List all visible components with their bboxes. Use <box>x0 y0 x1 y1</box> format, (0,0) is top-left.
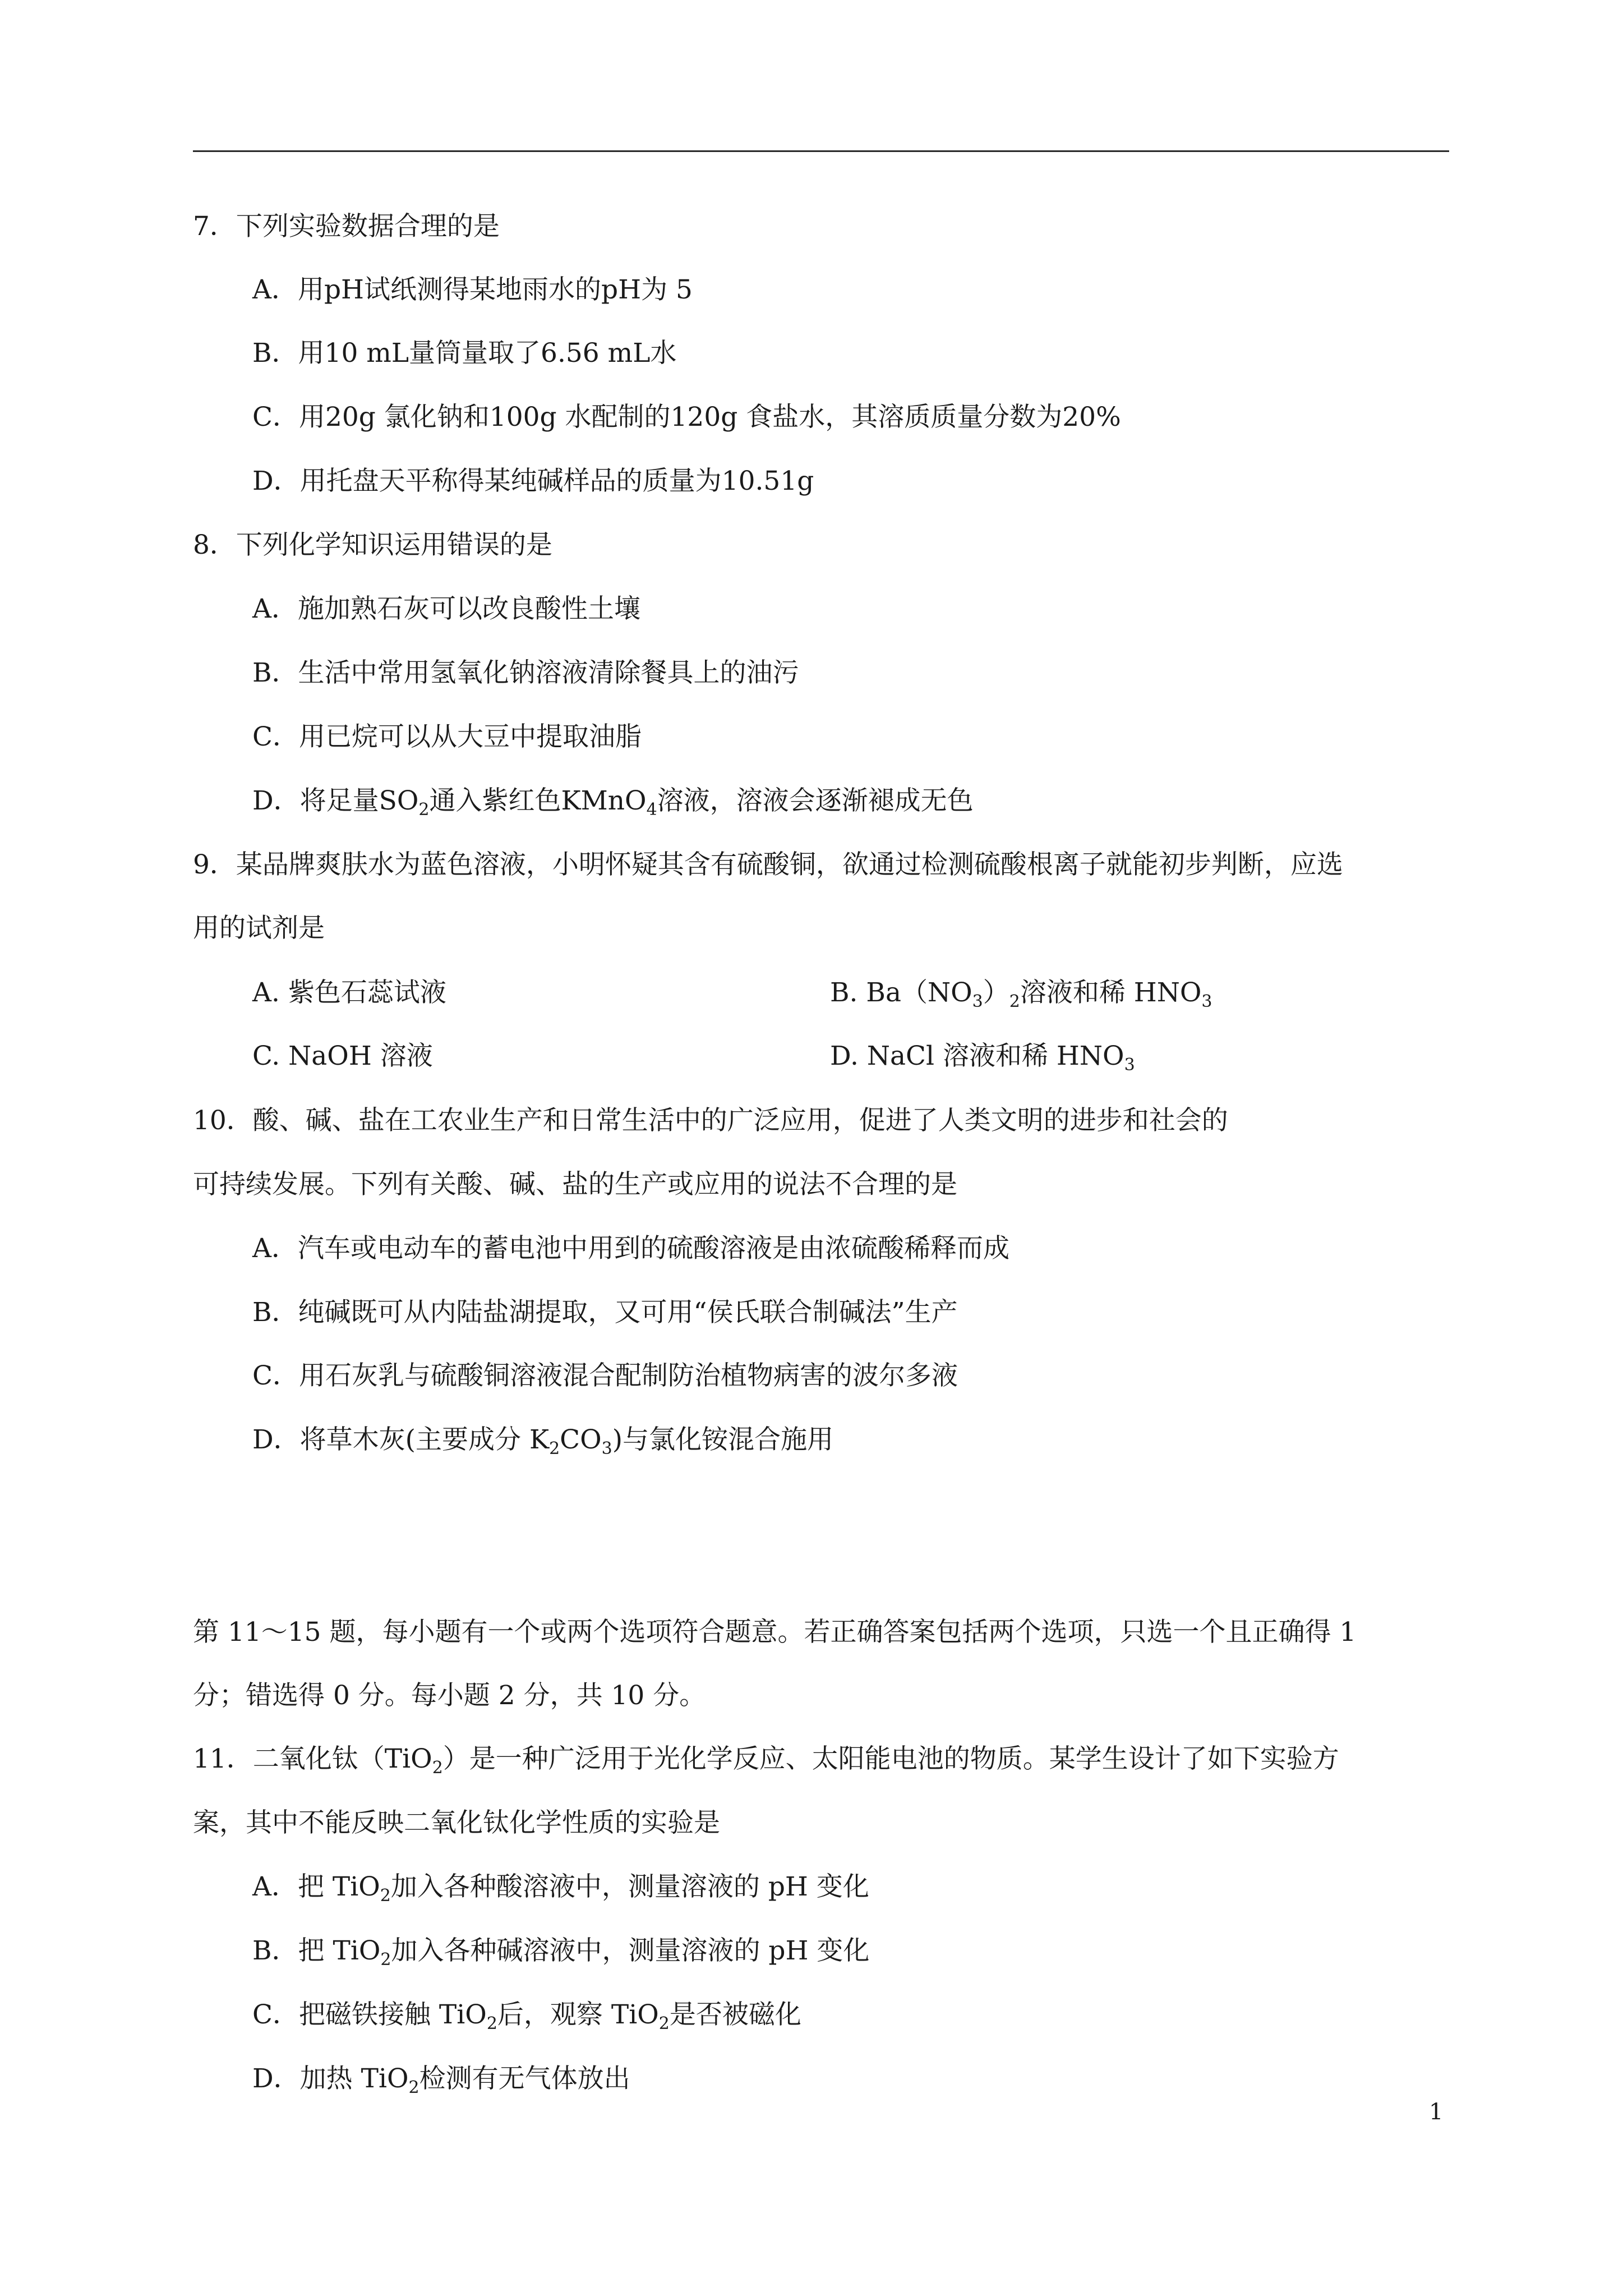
q10-option-c: C．用石灰乳与硫酸铜溶液混合配制防治植物病害的波尔多液 <box>252 1360 958 1391</box>
q9-option-d: D. NaCl 溶液和稀 $HNO_3$ <box>830 1041 1135 1075</box>
q7-option-a: A．用pH试纸测得某地雨水的pH为 5 <box>252 274 693 305</box>
q8-option-a: A．施加熟石灰可以改良酸性土壤 <box>252 593 640 624</box>
q10-option-a: A．汽车或电动车的蓄电池中用到的硫酸溶液是由浓硫酸稀释而成 <box>252 1233 1009 1264</box>
q9-option-b: B. $Ba(NO_3)_2$溶液和稀 $HNO_3$ <box>830 977 1212 1011</box>
header-rule <box>193 150 1449 152</box>
q10-stem-line2: 可持续发展。下列有关酸、碱、盐的生产或应用的说法不合理的是 <box>193 1169 957 1200</box>
q11-option-b: B．把 TiO$_2$加入各种碱溶液中，测量溶液的 pH 变化 <box>252 1935 870 1970</box>
q8-option-b: B．生活中常用氢氧化钠溶液清除餐具上的油污 <box>252 657 799 688</box>
q11-option-c: C．把磁铁接触 TiO$_2$后，观察 TiO$_2$是否被磁化 <box>252 1999 801 2033</box>
q11-option-d: D．加热 TiO$_2$检测有无气体放出 <box>252 2063 630 2097</box>
q10-stem-line1: 10．酸、碱、盐在工农业生产和日常生活中的广泛应用，促进了人类文明的进步和社会的 <box>193 1105 1228 1136</box>
q7-option-b: B．用10 mL量筒量取了6.56 mL水 <box>252 338 677 369</box>
page-number: 1 <box>1429 2099 1444 2125</box>
q7-stem: 7．下列实验数据合理的是 <box>193 211 500 242</box>
section-instructions-line1: 第 11～15 题，每小题有一个或两个选项符合题意。若正确答案包括两个选项，只选一个且正确得 1 <box>193 1617 1357 1648</box>
q8-stem: 8．下列化学知识运用错误的是 <box>193 530 552 560</box>
q7-option-d: D．用托盘天平称得某纯碱样品的质量为10.51g <box>252 466 814 496</box>
q7-option-c: C．用20g 氯化钠和100g 水配制的120g 食盐水，其溶质质量分数为20% <box>252 402 1121 432</box>
section-instructions-line2: 分；错选得 0 分。每小题 2 分，共 10 分。 <box>193 1680 706 1711</box>
q9-option-a: A. 紫色石蕊试液 <box>252 977 446 1008</box>
q9-stem-line1: 9．某品牌爽肤水为蓝色溶液，小明怀疑其含有硫酸铜，欲通过检测硫酸根离子就能初步判断，应选 <box>193 849 1343 880</box>
q8-option-c: C．用已烷可以从大豆中提取油脂 <box>252 721 642 752</box>
q9-stem-line2: 用的试剂是 <box>193 913 325 944</box>
q11-stem-line1: 11．二氧化钛（TiO$_2$）是一种广泛用于光化学反应、太阳能电池的物质。某学生设计了如下实验方 <box>193 1743 1339 1778</box>
q9-option-c: C. NaOH 溶液 <box>252 1041 433 1071</box>
q11-option-a: A．把 TiO$_2$加入各种酸溶液中，测量溶液的 pH 变化 <box>252 1871 869 1906</box>
q8-option-d: D．将足量$SO_2$通入紫红色KMnO$_4$溶液，溶液会逐渐褪成无色 <box>252 785 974 820</box>
q10-option-d: D．将草木灰(主要成分 $K_2CO_3$)与氯化铵混合施用 <box>252 1424 834 1458</box>
q10-option-b: B．纯碱既可从内陆盐湖提取，又可用“侯氏联合制碱法”生产 <box>252 1297 958 1328</box>
q11-stem-line2: 案，其中不能反映二氧化钛化学性质的实验是 <box>193 1807 720 1838</box>
